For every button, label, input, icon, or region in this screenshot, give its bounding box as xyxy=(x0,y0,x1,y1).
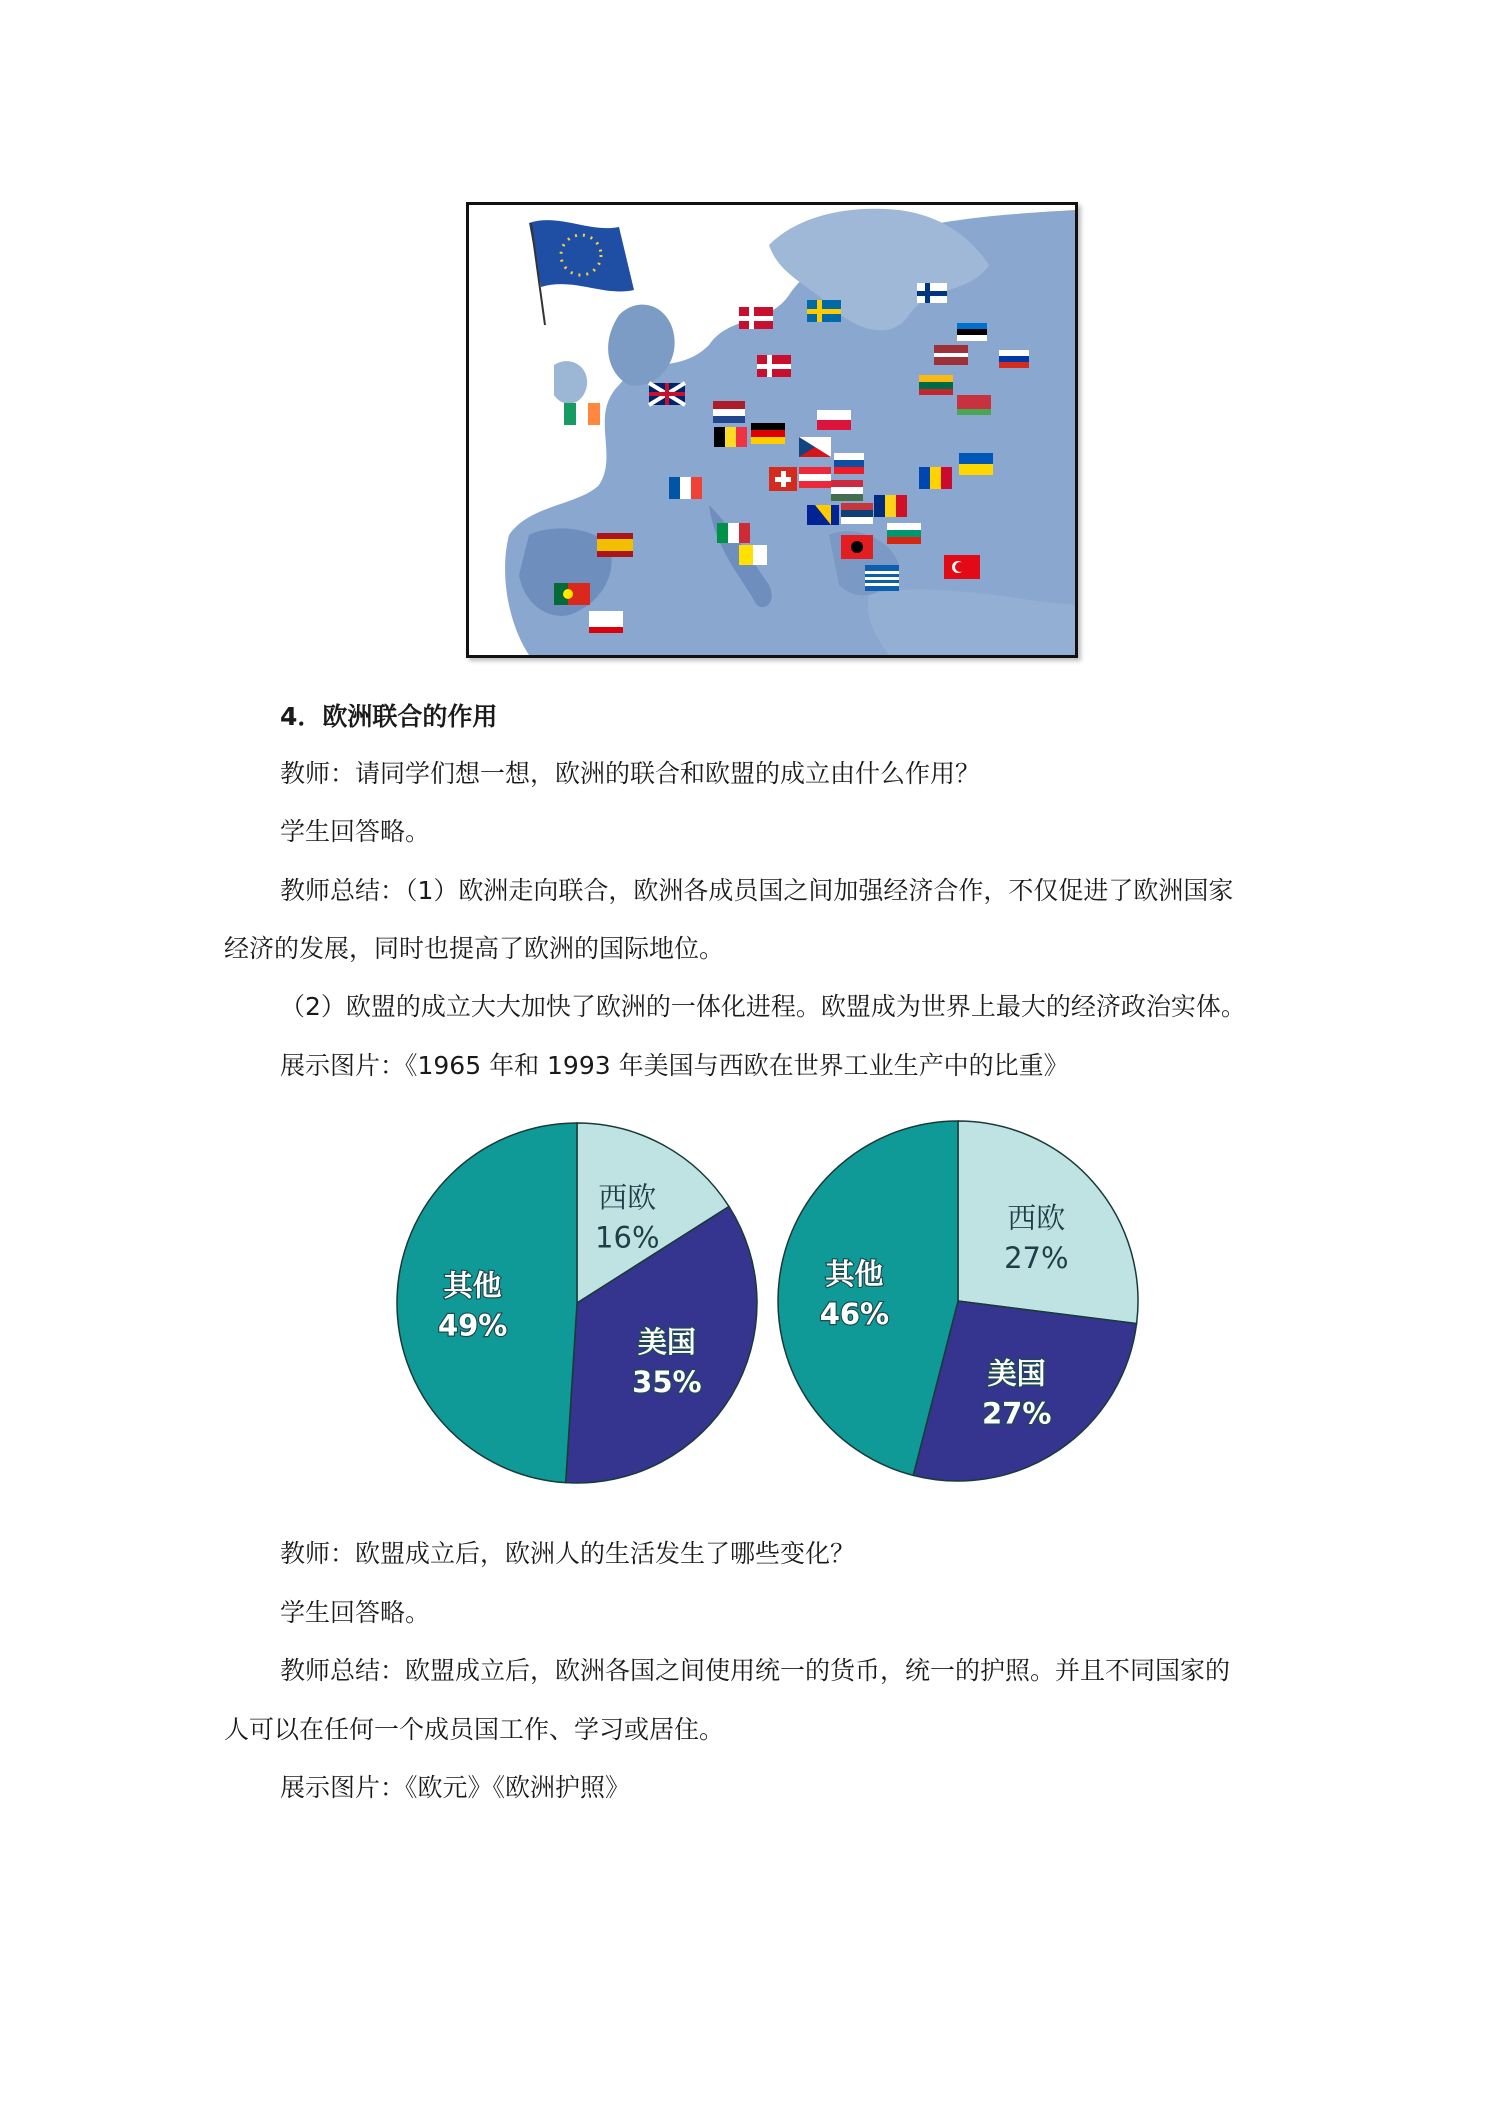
pie2-label-usa: 美国 xyxy=(987,1356,1046,1391)
teacher-summary-2: （2）欧盟的成立大大加快了欧洲的一体化进程。欧盟成为世界上最大的经济政治实体。 xyxy=(280,992,1246,1021)
pie1-value-usa: 35% xyxy=(632,1365,702,1400)
pie2-label-other: 其他 xyxy=(825,1256,884,1291)
pie1-label-other: 其他 xyxy=(443,1268,502,1303)
europe-flags-map xyxy=(466,202,1078,658)
student-answer: 学生回答略。 xyxy=(280,817,431,846)
teacher-summary-1-cont: 经济的发展，同时也提高了欧洲的国际地位。 xyxy=(224,934,725,963)
industrial-share-pie-charts xyxy=(396,1115,1148,1495)
section-heading: 4．欧洲联合的作用 xyxy=(280,702,498,731)
pie2-value-west-europe: 27% xyxy=(1004,1240,1069,1275)
pie1-slice-other xyxy=(397,1123,577,1483)
pie-charts-svg xyxy=(396,1115,1148,1495)
pie2-value-other: 46% xyxy=(819,1296,890,1331)
pie1-label-usa: 美国 xyxy=(637,1325,696,1360)
pie1-value-west-europe: 16% xyxy=(595,1220,660,1255)
teacher-summary-1: 教师总结：（1）欧洲走向联合，欧洲各成员国之间加强经济合作，不仅促进了欧洲国家 xyxy=(280,876,1234,905)
show-picture-caption-2: 展示图片：《欧元》《欧洲护照》 xyxy=(280,1773,631,1802)
teacher-summary-3-cont: 人可以在任何一个成员国工作、学习或居住。 xyxy=(224,1715,725,1744)
pie1-value-other: 49% xyxy=(437,1308,508,1343)
teacher-summary-3: 教师总结：欧盟成立后，欧洲各国之间使用统一的货币，统一的护照。并且不同国家的 xyxy=(280,1656,1231,1685)
pie2-value-usa: 27% xyxy=(981,1396,1052,1431)
europe-map-illustration xyxy=(469,205,1075,655)
pie2-label-west-europe: 西欧 xyxy=(1007,1200,1066,1235)
teacher-question: 教师：请同学们想一想，欧洲的联合和欧盟的成立由什么作用？ xyxy=(280,759,981,788)
pie1-label-west-europe: 西欧 xyxy=(598,1180,657,1215)
show-picture-caption: 展示图片：《1965 年和 1993 年美国与西欧在世界工业生产中的比重》 xyxy=(280,1051,1069,1080)
teacher-question-2: 教师：欧盟成立后，欧洲人的生活发生了哪些变化？ xyxy=(280,1539,856,1568)
student-answer-2: 学生回答略。 xyxy=(280,1598,431,1627)
